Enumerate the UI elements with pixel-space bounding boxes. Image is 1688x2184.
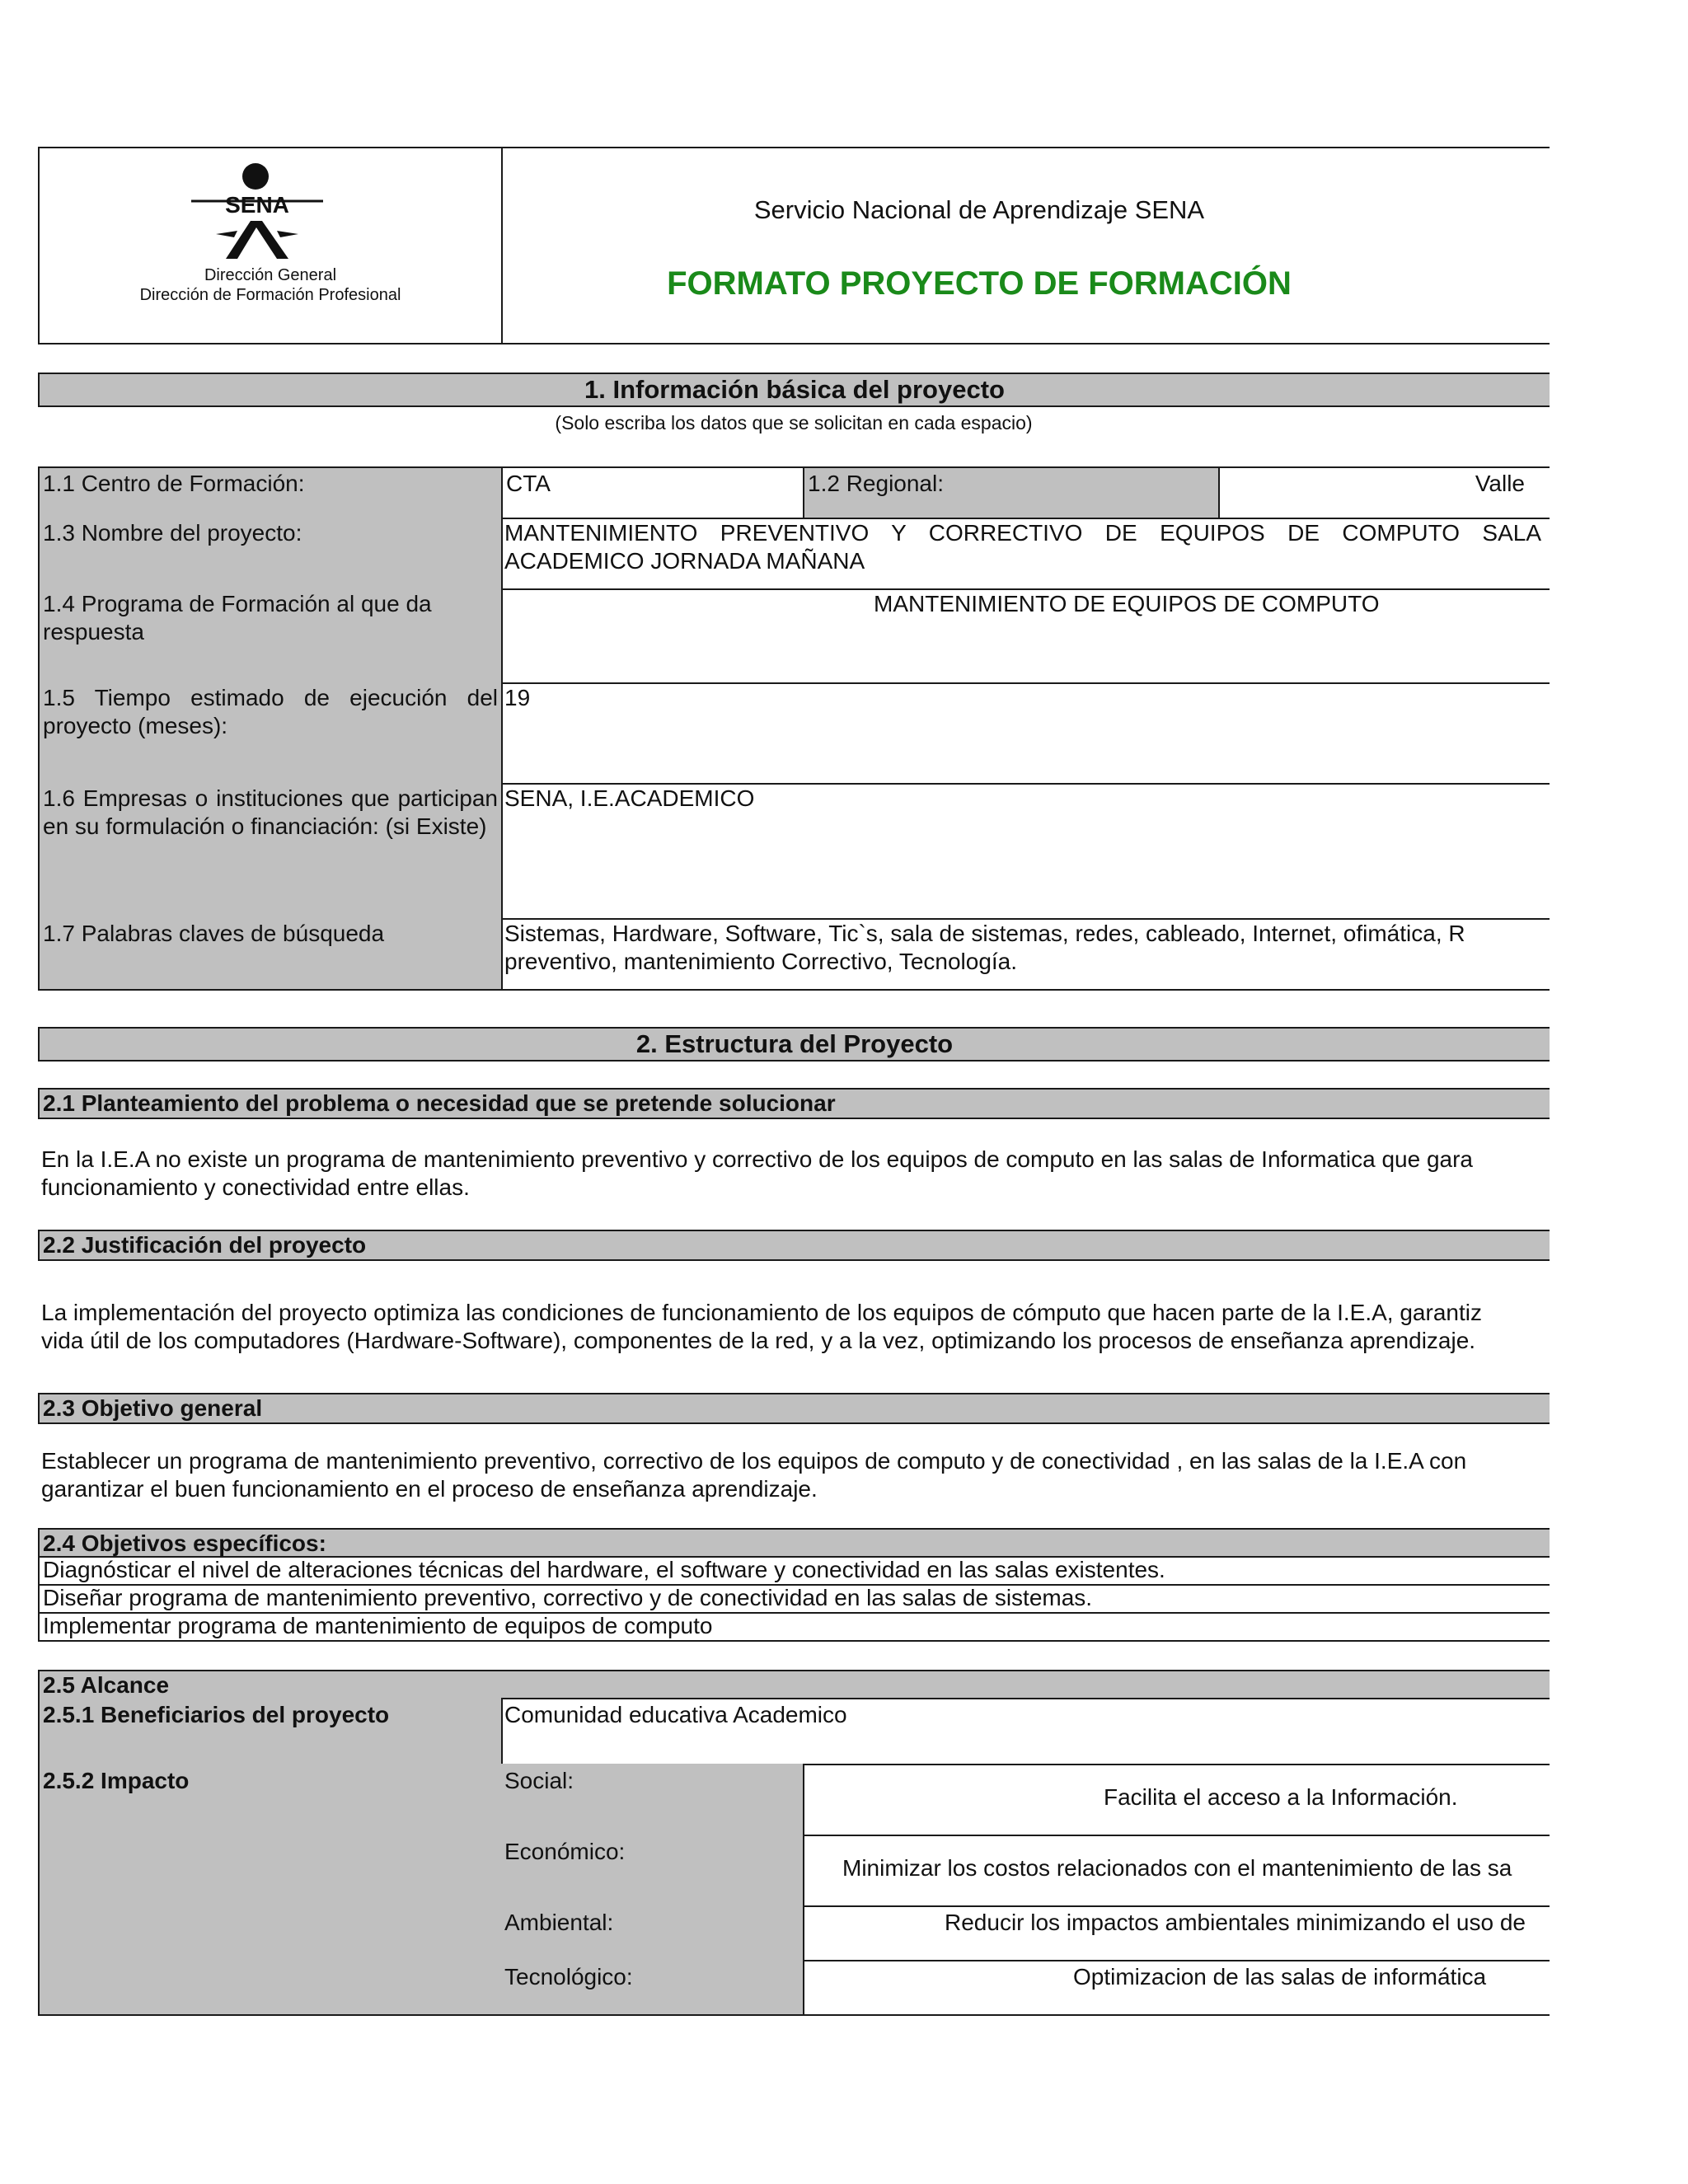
impacto-social-label: Social:	[501, 1764, 804, 1836]
palabras-line2: preventivo, mantenimiento Correctivo, Tecnología.	[504, 949, 1018, 974]
tiempo-label: 1.5 Tiempo estimado de ejecución del proyecto (meses):	[38, 682, 503, 785]
logo-text: SENA	[225, 192, 289, 218]
objetivo-line2: garantizar el buen funcionamiento en el proceso de enseñanza aprendizaje.	[41, 1476, 818, 1502]
nombre-label: 1.3 Nombre del proyecto:	[38, 518, 503, 590]
especifico-item: Diagnósticar el nivel de alteraciones técnicas del hardware, el software y conectividad en las salas existentes.	[38, 1556, 1550, 1586]
centro-label: 1.1 Centro de Formación:	[38, 466, 503, 519]
planteamiento-line2: funcionamiento y conectividad entre ellas.	[41, 1174, 470, 1200]
beneficiarios-value: Comunidad educativa Academico	[501, 1698, 1550, 1765]
impacto-tecnologico-value	[803, 1960, 1550, 2016]
nombre-value	[501, 518, 1550, 590]
palabras-label: 1.7 Palabras claves de búsqueda	[38, 918, 503, 991]
impacto-social-text: Facilita el acceso a la Información.	[1104, 1784, 1458, 1810]
section1-note: (Solo escriba los datos que se solicitan en cada espacio)	[555, 412, 1033, 434]
palabras-value	[501, 918, 1550, 991]
page-right-cutoff	[1550, 0, 1688, 2184]
header-box-top-extend	[1301, 147, 1550, 344]
nombre-line2: ACADEMICO JORNADA MAÑANA	[504, 548, 865, 574]
planteamiento-title: 2.1 Planteamiento del problema o necesidad que se pretende solucionar	[38, 1088, 1550, 1119]
impacto-social-value	[803, 1764, 1550, 1836]
objetivo-title: 2.3 Objetivo general	[38, 1393, 1550, 1424]
objetivo-line1: Establecer un programa de mantenimiento preventivo, correctivo de los equipos de computo y de conectividad , en las salas de la I.E.A con	[41, 1448, 1467, 1474]
nombre-line1: MANTENIMIENTO PREVENTIVO Y CORRECTIVO DE EQUIPOS DE COMPUTO SALA	[504, 520, 1541, 546]
regional-label: 1.2 Regional:	[803, 466, 1220, 519]
impacto-economico-text: Minimizar los costos relacionados con el mantenimiento de las sa	[842, 1855, 1512, 1881]
sena-logo-graphic	[183, 162, 331, 269]
impacto-economico-value	[803, 1835, 1550, 1907]
programa-label: 1.4 Programa de Formación al que da respuesta	[38, 588, 503, 684]
institution-name: Servicio Nacional de Aprendizaje SENA	[753, 195, 1205, 224]
tiempo-value: 19	[501, 682, 1550, 785]
sena-logo	[183, 162, 331, 269]
especificos-title: 2.4 Objetivos específicos:	[38, 1528, 1550, 1558]
impacto-ambiental-value	[803, 1905, 1550, 1961]
justificacion-title: 2.2 Justificación del proyecto	[38, 1230, 1550, 1261]
document-title: FORMATO PROYECTO DE FORMACIÓN	[667, 265, 1292, 302]
planteamiento-line1: En la I.E.A no existe un programa de mantenimiento preventivo y correctivo de los equipos de computo en las salas de Informatica que gara	[41, 1146, 1473, 1172]
impacto-ambiental-label: Ambiental:	[501, 1905, 804, 1961]
impacto-label: 2.5.2 Impacto	[38, 1764, 503, 2016]
palabras-line1: Sistemas, Hardware, Software, Tic`s, sala de sistemas, redes, cableado, Internet, ofimática, R	[504, 921, 1465, 946]
centro-value: CTA	[501, 466, 804, 519]
especifico-item: Diseñar programa de mantenimiento preventivo, correctivo y de conectividad en las salas de sistemas.	[38, 1584, 1550, 1614]
beneficiarios-label: 2.5.1 Beneficiarios del proyecto	[38, 1698, 503, 1765]
especifico-item: Implementar programa de mantenimiento de equipos de computo	[38, 1612, 1550, 1642]
impacto-tecnologico-text: Optimizacion de las salas de informática	[1073, 1964, 1487, 1990]
impacto-economico-label: Económico:	[501, 1835, 804, 1907]
programa-value	[501, 588, 1550, 684]
justificacion-line2: vida útil de los computadores (Hardware-Software), componentes de la red, y a la vez, optimizando los procesos de enseñanza aprendizaje.	[41, 1328, 1476, 1353]
regional-value-text: Valle	[1475, 471, 1525, 496]
empresas-label: 1.6 Empresas o instituciones que participan en su formulación o financiación: (si Existe)	[38, 783, 503, 920]
impacto-tecnologico-label: Tecnológico:	[501, 1960, 804, 2016]
justificacion-line1: La implementación del proyecto optimiza las condiciones de funcionamiento de los equipos de cómputo que hacen parte de la I.E.A, garantiz	[41, 1300, 1482, 1325]
org-line2: Dirección de Formación Profesional	[139, 286, 401, 304]
empresas-value: SENA, I.E.ACADEMICO	[501, 783, 1550, 920]
regional-value	[1218, 466, 1550, 519]
section2-header: 2. Estructura del Proyecto	[38, 1027, 1550, 1062]
section1-header: 1. Información básica del proyecto	[38, 373, 1550, 407]
programa-value-text: MANTENIMIENTO DE EQUIPOS DE COMPUTO	[874, 591, 1380, 616]
org-line1: Dirección General	[204, 266, 337, 284]
impacto-ambiental-text: Reducir los impactos ambientales minimizando el uso de	[945, 1910, 1526, 1935]
alcance-title: 2.5 Alcance	[38, 1670, 1550, 1699]
